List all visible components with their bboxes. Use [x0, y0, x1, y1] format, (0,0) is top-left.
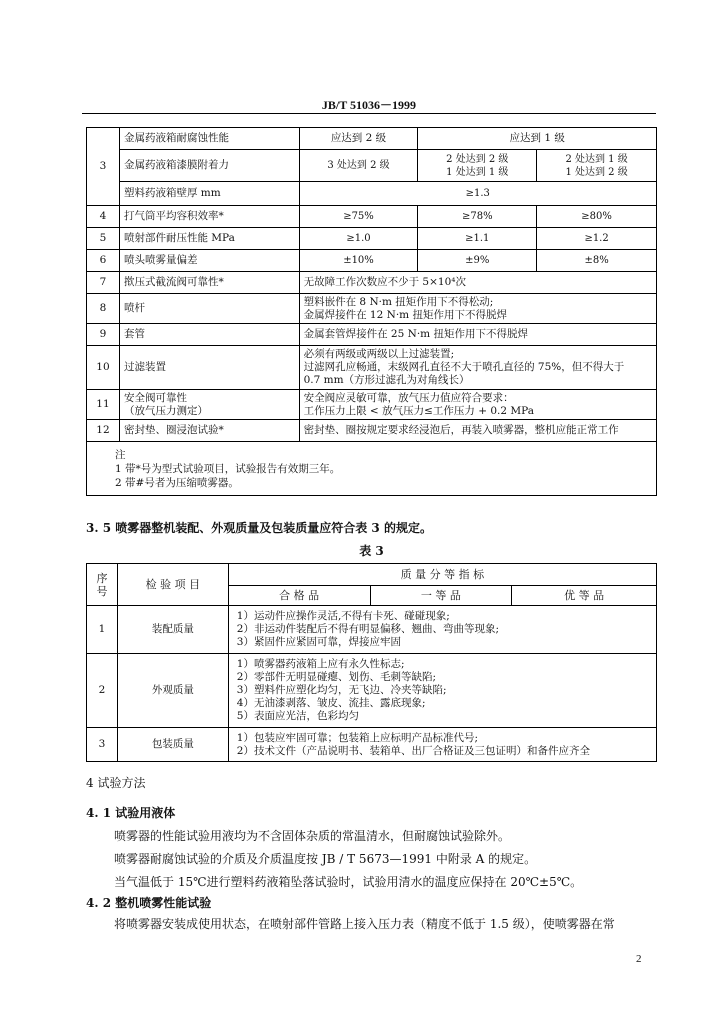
item-name: 包装质量 [117, 728, 228, 762]
item-name: 塑料药液箱壁厚 mm [119, 182, 299, 206]
item-name [119, 390, 299, 420]
row-number: 1 [87, 606, 118, 654]
table-row [87, 420, 657, 442]
column-header-grade: 质 量 分 等 指 标 [228, 564, 656, 586]
requirement-line: 2）技术文件（产品说明书、装箱单、出厂合格证及三包证明）和备件应齐全 [236, 744, 590, 757]
spec-value [299, 390, 656, 420]
row-number: 7 [87, 272, 120, 294]
table-row [87, 294, 657, 324]
table-row [87, 346, 657, 390]
requirement-line: 2）零部件无明显碰瘪、划伤、毛刺等缺陷; [236, 671, 436, 683]
table-2-continued [86, 127, 657, 496]
section-4-1-title: 4. 1 试验用液体 [86, 806, 176, 820]
table-row [87, 324, 657, 346]
item-name: 过滤装置 [119, 346, 299, 390]
excellent-grade-value: ±8% [537, 250, 657, 272]
table-3 [86, 563, 657, 762]
item-name: 套管 [119, 324, 299, 346]
spec-value: 密封垫、圈按规定要求经浸泡后，再装入喷雾器，整机应能正常工作 [299, 420, 656, 442]
spec-value [299, 294, 656, 324]
column-header-excellent: 优 等 品 [512, 586, 657, 606]
first-grade-value: ≥1.1 [418, 228, 537, 250]
value-line: 1 处达到 1 级 [446, 166, 509, 178]
requirement-cell [228, 728, 656, 762]
item-name: 喷杆 [119, 294, 299, 324]
item-name: 打气筒平均容积效率* [119, 206, 299, 228]
value-line: 1 处达到 2 级 [565, 166, 628, 178]
table-row [87, 228, 657, 250]
first-grade-value: ≥78% [418, 206, 537, 228]
column-header-qualified: 合 格 品 [228, 586, 370, 606]
requirement-line: 5）表面应光洁，色彩均匀 [236, 710, 359, 722]
first-grade-value: ±9% [418, 250, 537, 272]
table-row [87, 128, 657, 150]
value-line: 工作压力上限 < 放气压力≤工作压力 + 0.2 MPa [303, 404, 534, 417]
value-line: 必须有两级或两级以上过滤装置; [303, 348, 455, 360]
excellent-grade-value: ≥80% [537, 206, 657, 228]
spec-value [299, 346, 656, 390]
note-item: 2 带#号者为压缩喷雾器。 [115, 476, 239, 489]
row-number: 5 [87, 228, 120, 250]
table-row [87, 606, 657, 654]
requirement-cell [228, 654, 656, 728]
section-3-5-text: 3. 5 喷雾器整机装配、外观质量及包装质量应符合表 3 的规定。 [86, 521, 432, 535]
requirement-line: 1）喷雾器药液箱上应有永久性标志; [236, 658, 405, 670]
column-header-no: 序 号 [87, 564, 118, 606]
value-line: 2 处达到 2 级 [446, 153, 509, 165]
row-number: 2 [87, 654, 118, 728]
table-row [87, 250, 657, 272]
table-row [87, 390, 657, 420]
requirement-cell [228, 606, 656, 654]
table-row [87, 654, 657, 728]
requirement-line: 3）紧固件应紧固可靠，焊接应牢固 [236, 636, 401, 648]
qualified-value: ≥75% [299, 206, 418, 228]
notes-title: 注 [115, 448, 126, 461]
value-line: 2 处达到 1 级 [565, 153, 628, 165]
excellent-grade-value: ≥1.2 [537, 228, 657, 250]
row-number: 10 [87, 346, 120, 390]
section-4-2-paragraph: 将喷雾器安装成使用状态，在喷射部件管路上接入压力表（精度不低于 1.5 级），使喷雾器在常 [114, 917, 615, 931]
table-3-caption: 表 3 [359, 544, 384, 558]
table-row [87, 206, 657, 228]
section-4-1-paragraph: 喷雾器的性能试验用液均为不含固体杂质的常温清水，但耐腐蚀试验除外。 [114, 829, 511, 843]
item-line: （放气压力测定） [123, 404, 208, 417]
higher-grade-value: 应达到 1 级 [418, 128, 657, 150]
row-number: 11 [87, 390, 120, 420]
item-name: 密封垫、圈浸泡试验* [119, 420, 299, 442]
item-line: 安全阀可靠性 [123, 391, 187, 404]
excellent-grade-value [537, 150, 657, 182]
requirement-line: 4）无油漆剥落、皱皮、流挂、露底现象; [236, 697, 426, 709]
qualified-value: ≥1.0 [299, 228, 418, 250]
item-name: 装配质量 [117, 606, 228, 654]
item-name: 金属药液箱漆膜附着力 [119, 150, 299, 182]
section-4-1-paragraph: 当气温低于 15℃进行塑料药液箱坠落试验时，试验用清水的温度应保持在 20℃±5℃。 [114, 875, 583, 889]
requirement-line: 1）包装应牢固可靠；包装箱上应标明产品标准代号; [236, 731, 478, 744]
value-line: 过滤网孔应畅通，末级网孔直径不大于喷孔直径的 75%，但不得大于 [303, 361, 625, 373]
section-4-1-paragraph: 喷雾器耐腐蚀试验的介质及介质温度按 JB / T 5673—1991 中附录 A 的规定。 [114, 852, 537, 866]
first-grade-value [418, 150, 537, 182]
note-item: 1 带*号为型式试验项目，试验报告有效期三年。 [115, 462, 341, 475]
section-4-2-title: 4. 2 整机喷雾性能试验 [86, 896, 212, 910]
table-row [87, 728, 657, 762]
requirement-line: 1）运动件应操作灵活,不得有卡死、碰碰现象; [236, 610, 450, 622]
table-row [87, 272, 657, 294]
header-divider [82, 113, 656, 114]
row-number: 9 [87, 324, 120, 346]
spec-value: 金属套管焊接件在 25 N·m 扭矩作用下不得脱焊 [299, 324, 656, 346]
table-header-row [87, 564, 657, 586]
table-notes [87, 442, 657, 496]
table-notes-row [87, 442, 657, 496]
row-number: 3 [87, 128, 120, 206]
section-4-title: 4 试验方法 [86, 776, 146, 790]
column-header-first: 一 等 品 [370, 586, 512, 606]
item-name: 金属药液箱耐腐蚀性能 [119, 128, 299, 150]
row-number: 3 [87, 728, 118, 762]
item-name: 外观质量 [117, 654, 228, 728]
value-line: 塑料嵌件在 8 N·m 扭矩作用下不得松动; [303, 295, 494, 308]
item-name: 喷射部件耐压性能 MPa [119, 228, 299, 250]
table-row [87, 182, 657, 206]
row-number: 6 [87, 250, 120, 272]
item-name: 揿压式截流阀可靠性* [119, 272, 299, 294]
page-number: 2 [636, 953, 642, 965]
spec-value: 无故障工作次数应不少于 5×10⁴次 [299, 272, 656, 294]
qualified-value: 3 处达到 2 级 [299, 150, 418, 182]
spec-value: ≥1.3 [299, 182, 656, 206]
value-line: 安全阀应灵敏可靠，放气压力值应符合要求： [303, 391, 514, 404]
value-line: 0.7 mm（方形过滤孔为对角线长） [303, 374, 470, 386]
row-number: 8 [87, 294, 120, 324]
table-row [87, 150, 657, 182]
row-number: 4 [87, 206, 120, 228]
qualified-value: 应达到 2 级 [299, 128, 418, 150]
column-header-item: 检 验 项 目 [117, 564, 228, 606]
row-number: 12 [87, 420, 120, 442]
requirement-line: 2）非运动件装配后不得有明显偏移、翘曲、弯曲等现象; [236, 623, 499, 635]
item-name: 喷头喷雾量偏差 [119, 250, 299, 272]
requirement-line: 3）塑料件应塑化均匀，无飞边、冷夹等缺陷; [236, 684, 447, 696]
qualified-value: ±10% [299, 250, 418, 272]
value-line: 金属焊接件在 12 N·m 扭矩作用下不得脱焊 [303, 308, 507, 321]
page-header-standard: JB/T 51036－1999 [321, 98, 417, 112]
